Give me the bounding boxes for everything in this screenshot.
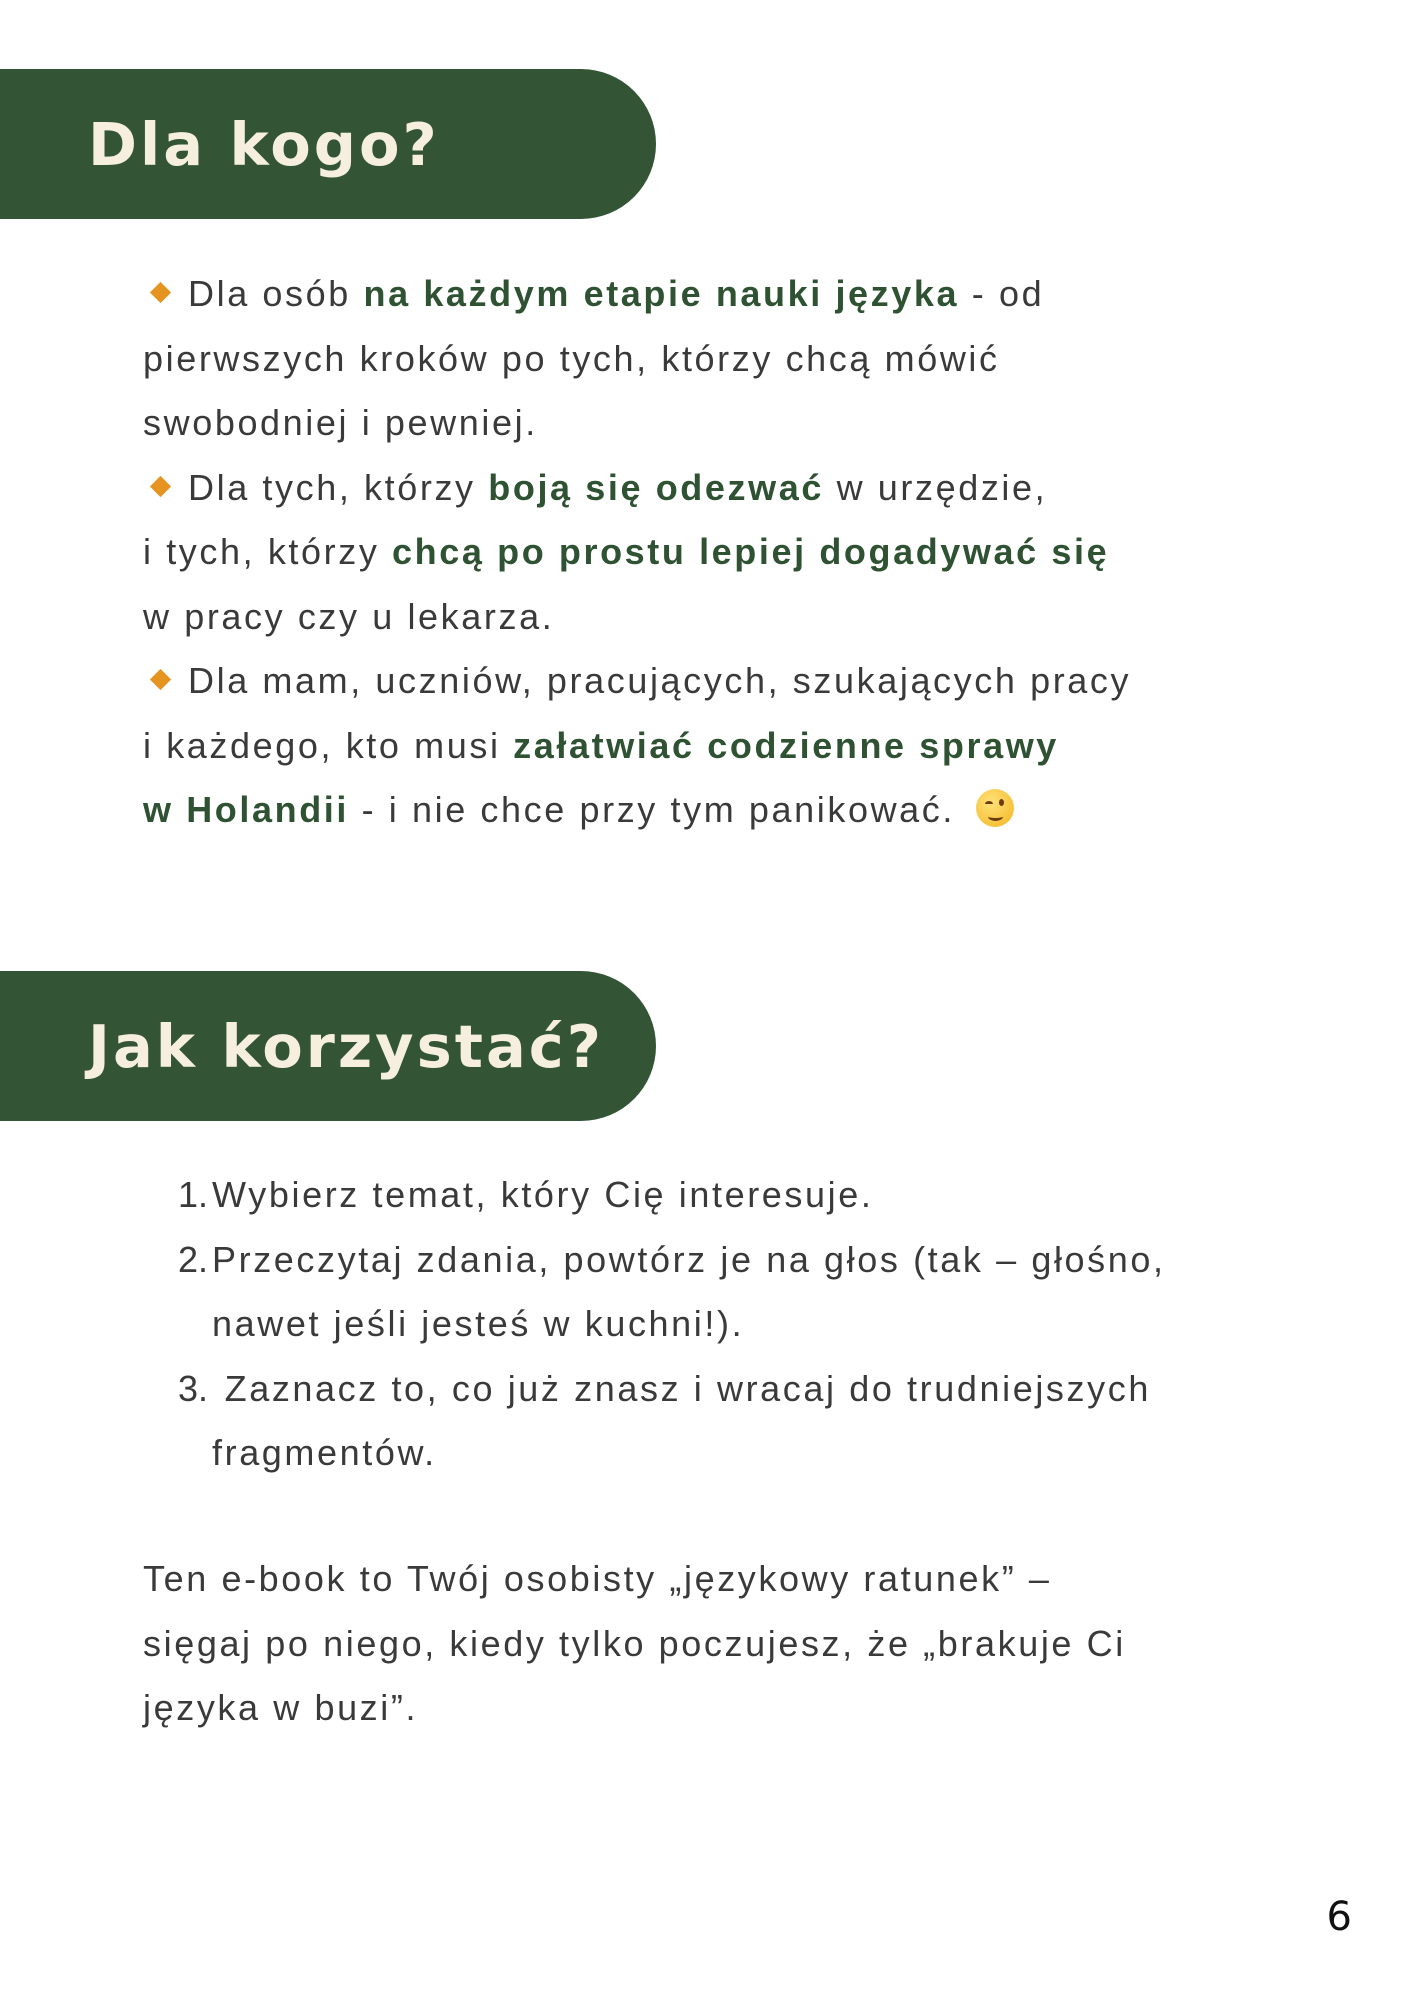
bullet-item [143, 649, 1131, 843]
winking-face-icon [976, 789, 1014, 827]
step-text: Przeczytaj zdania, powtórz je na głos (tak – głośno, nawet jeśli jesteś w kuchni!). [212, 1238, 1166, 1344]
orange-diamond-icon [150, 476, 171, 497]
bullet-text: Dla mam, uczniów, pracujących, szukających pracy [188, 660, 1132, 701]
step-text: Zaznacz to, co już znasz i wracaj do trudniejszych fragmentów. [212, 1367, 1151, 1473]
how-steps-list [164, 1163, 1166, 1486]
step-number: 3. [177, 1367, 208, 1409]
bullet-text: swobodniej i pewniej. [143, 402, 538, 443]
bullet-bold-text: na każdym etapie nauki języka [363, 273, 960, 314]
bullet-text: - i nie chce przy tym panikować. [349, 789, 968, 830]
bullet-text: pierwszych kroków po tych, którzy chcą mówić [143, 337, 1000, 379]
orange-diamond-icon [150, 282, 171, 303]
step-text: Wybierz temat, który Cię interesuje. [212, 1174, 874, 1215]
bullet-text: w pracy czy u lekarza. [143, 595, 555, 637]
bullet-text: Dla tych, którzy [188, 466, 489, 508]
step-item [164, 1163, 1166, 1228]
section-title-how: Jak korzystać? [88, 1011, 604, 1081]
closing-line: sięgaj po niego, kiedy tylko poczujesz, że „brakuje Ci [143, 1622, 1126, 1664]
section-title-who: Dla kogo? [88, 109, 440, 179]
bullet-bold-text: w Holandii [143, 789, 349, 830]
step-item [164, 1228, 1166, 1357]
bullet-text: - od [959, 273, 1045, 314]
section-header-who [0, 69, 656, 219]
who-bullet-list [143, 262, 1131, 843]
bullet-item [143, 262, 1131, 456]
bullet-text: i każdego, kto musi [143, 724, 514, 766]
closing-line: Ten e-book to Twój osobisty „językowy ratunek” – [143, 1558, 1052, 1599]
step-item [164, 1357, 1166, 1486]
step-number: 2. [177, 1238, 208, 1280]
orange-diamond-icon [150, 669, 171, 690]
page-number: 6 [1326, 1894, 1352, 1940]
step-number: 1. [177, 1174, 208, 1215]
section-header-how [0, 971, 656, 1121]
bullet-bold-text: boją się odezwać [488, 466, 824, 508]
closing-paragraph [143, 1547, 1126, 1741]
bullet-item [143, 456, 1131, 650]
closing-line: języka w buzi”. [143, 1687, 419, 1728]
bullet-bold-text: chcą po prostu lepiej dogadywać się [392, 531, 1110, 572]
bullet-text: Dla osób [188, 273, 364, 314]
bullet-text: i tych, którzy [143, 531, 393, 572]
bullet-bold-text: załatwiać codzienne sprawy [513, 724, 1059, 766]
bullet-text: w urzędzie, [823, 466, 1048, 508]
